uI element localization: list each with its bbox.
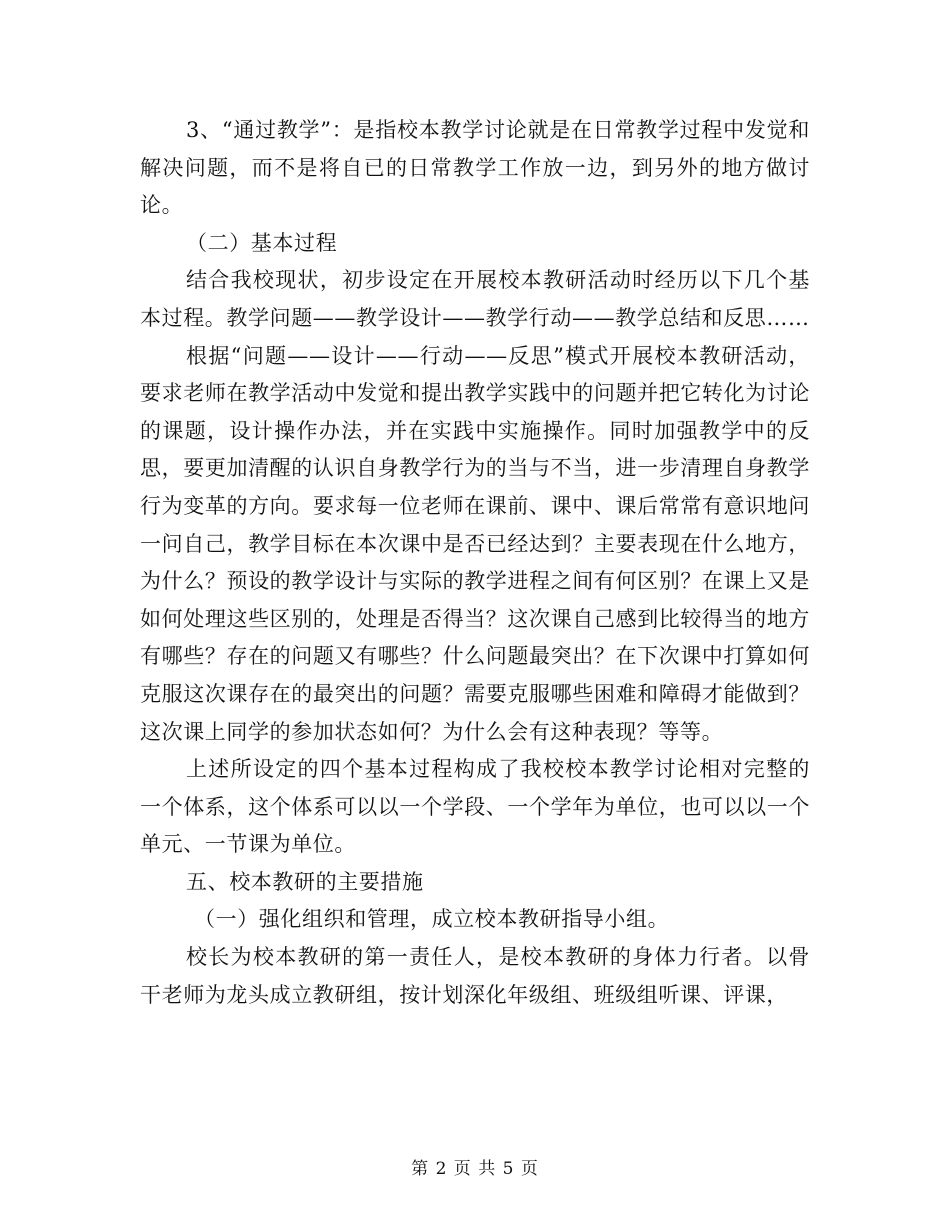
heading-main-measures: 五、校本教研的主要措施 bbox=[186, 869, 424, 894]
page-number-footer: 第 2 页 共 5 页 bbox=[411, 1159, 539, 1179]
paragraph-model-description: 根据“问题——设计——行动——反思”模式开展校本教研活动，要求老师在教学活动中发觉和提出教学实践中的问题并把它转化为讨论的课题，设计操作办法，并在实践中实施操作。同时加强教学中的反思，要更加清醒的认识自身教学行为的当与不当，进一步清理自身教学行为变革的方向。要求每一位老师在课前、课中、课后常常有意识地问一问自己，教学目标在本次课中是否已经达到？主要表现在什么地方，为什么？预设的教学设计与实际的教学进程之间有何区别？在课上又是如何处理这些区别的，处理是否得当？这次课自己感到比较得当的地方有哪些？存在的问题又有哪些？什么问题最突出？在下次课中打算如何克服这次课存在的最突出的问题？需要克服哪些困难和障碍才能做到？这次课上同学的参加状态如何？为什么会有这种表现？等等。 bbox=[140, 343, 810, 744]
heading-basic-process: （二）基本过程 bbox=[186, 230, 338, 255]
heading-organization-management: （一）强化组织和管理，成立校本教研指导小组。 bbox=[194, 907, 670, 932]
paragraph-basic-process-intro: 结合我校现状，初步设定在开展校本教研活动时经历以下几个基本过程。教学问题——教学设计——教学行动——教学总结和反思…… bbox=[140, 268, 810, 330]
document-body bbox=[140, 112, 810, 1014]
paragraph-principal-responsibility: 校长为校本教研的第一责任人，是校本教研的身体力行者。以骨干老师为龙头成立教研组，按计划深化年级组、班级组听课、评课， bbox=[140, 945, 810, 1007]
paragraph-system-summary: 上述所设定的四个基本过程构成了我校校本教学讨论相对完整的一个体系，这个体系可以以一个学段、一个学年为单位，也可以以一个单元、一节课为单位。 bbox=[140, 757, 810, 857]
paragraph-through-teaching: 3、“通过教学”：是指校本教学讨论就是在日常教学过程中发觉和解决问题，而不是将自已的日常教学工作放一边，到另外的地方做讨论。 bbox=[140, 118, 810, 218]
